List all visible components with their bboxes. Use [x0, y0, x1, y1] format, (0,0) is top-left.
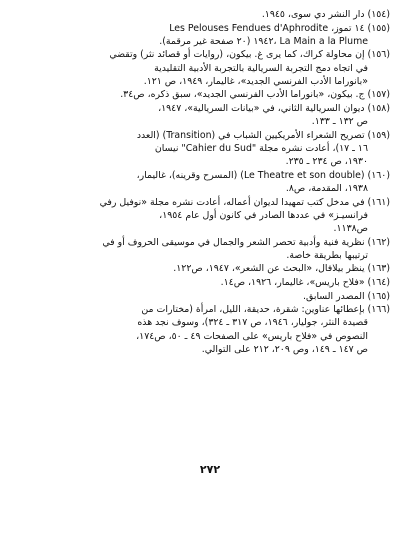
footnote-163 [28, 262, 390, 275]
note-line: ١٩٣٠، ص ٢٣٤ ـ ٢٣٥. [285, 156, 368, 168]
note-line: النصوص في «فلاح باريس» على الصفحات ٤٩ ـ ٥٠، ص١٧٤، [136, 330, 368, 342]
footnote-165 [28, 290, 390, 303]
note-line: فرانسيـز» في عددها الصادر في كانون أول عام ١٩٥٤، [159, 209, 368, 221]
note-line: (١٦١) في مدخل كتب تمهيدا لديوان أعماله، أعادت نشره مجلة «نوفيل رفي [99, 196, 390, 208]
note-line: (١٦٣) ينظر بيلافال، «البحث عن الشعر»، ١٩٤٧، ص١٢٢. [173, 263, 390, 275]
note-line: ص١١٣٨. [333, 222, 368, 234]
footnote-156 [28, 48, 390, 88]
note-line: (١٥٥) ١٤ تموز، Les Pelouses Fendues d'Aphrodite [169, 22, 390, 34]
footnote-154 [28, 8, 390, 21]
footnote-166 [28, 303, 390, 356]
notes-list [28, 8, 390, 356]
note-line: في اتجاه دمج التجربة السريالية بالتجربة الأدبية التقليدية [154, 62, 368, 74]
footnote-164 [28, 276, 390, 289]
note-line: ١٦ ـ ١٧)، أعادت نشره مجلة "Cahier du Sud" نيسان [154, 142, 368, 154]
note-line: (١٥٧) ج. بيكون، «بانوراما الأدب الفرنسي الجديد»، سبق ذكره، ص٣٤. [120, 89, 390, 101]
note-line: (١٥٨) ديوان السريالية الثاني، في «بيانات السريالية»، ١٩٤٧، [158, 102, 390, 114]
footnote-161 [28, 196, 390, 236]
footnote-158 [28, 102, 390, 128]
note-line: ص ١٣٢ ـ ١٣٣. [311, 116, 368, 128]
note-line: قصيدة النثر، جوليار، ١٩٤٦، ص ٣١٧ ـ ٣٢٤)، وسوف نجد هذه [137, 317, 368, 329]
note-line: (١٥٦) إن محاولة كراك، كما يرى غ. بيكون، (روايات أو قصائد نثر) وتقضي [109, 49, 390, 61]
note-line: ١٩٣٨، المقدمة، ص٨. [285, 182, 368, 194]
footnote-160 [28, 169, 390, 195]
note-line: (١٥٩) تصريح الشعراء الأمريكيين الشباب في (Transition) (العدد [136, 129, 390, 141]
footnote-162 [28, 236, 390, 262]
note-line: (١٦٢) نظرية فنية وأدبية تحصر الشعر والجمال في موسيقى الحروف أو في [102, 236, 390, 248]
note-line: (١٦٥) المصدر السابق. [303, 290, 390, 302]
note-line: (١٦٤) «فلاح باريس»، غاليمار، ١٩٢٦، ص١٤. [220, 276, 390, 288]
footnote-155 [28, 22, 390, 48]
page-number: ٢٧٢ [199, 463, 221, 476]
note-line: (١٦٠) (Le Theatre et son double) (المسرح وقرينه)، غاليمار، [136, 169, 390, 181]
note-line: La Main a la Plume ،١٩٤٢ (٢٠ صفحة غير مرقمة). [159, 35, 368, 47]
note-line: ص ١٤٧ ـ ١٤٩، وص ٢٠٩، ٢١٢ على التوالي. [201, 343, 368, 355]
note-line: (١٦٦) بإعطائها عناوين: شقرة، حديقة، الليل، امرأة (مختارات من [141, 304, 390, 316]
note-line: ترتيبها بطريقة خاصة. [286, 249, 368, 261]
note-line: «بانوراما الأدب الفرنسي الجديد»، غاليمار، ١٩٤٩، ص ١٢١. [143, 75, 368, 87]
footnote-159 [28, 129, 390, 169]
note-line: (١٥٤) دار النشر دي سوى، ١٩٤٥. [261, 9, 390, 20]
footnote-157 [28, 88, 390, 101]
